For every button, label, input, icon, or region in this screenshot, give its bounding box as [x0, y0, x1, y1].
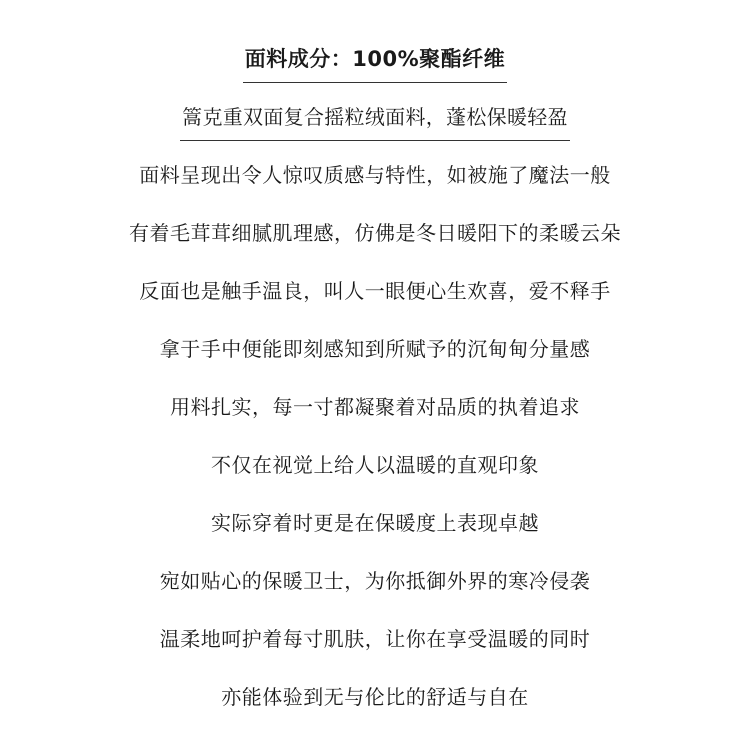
- description-line: 反面也是触手温良，叫人一眼便心生欢喜，爱不释手: [139, 279, 611, 303]
- subtitle-container: [0, 102, 750, 141]
- title-container: [0, 44, 750, 83]
- description-line: 用料扎实，每一寸都凝聚着对品质的执着追求: [170, 395, 580, 419]
- description-line: 拿于手中便能即刻感知到所赋予的沉甸甸分量感: [159, 337, 591, 361]
- description-line: 不仅在视觉上给人以温暖的直观印象: [211, 453, 539, 477]
- description-line: 有着毛茸茸细腻肌理感，仿佛是冬日暖阳下的柔暖云朵: [129, 221, 621, 245]
- description-line: 宛如贴心的保暖卫士，为你抵御外界的寒冷侵袭: [159, 569, 591, 593]
- description-line: 实际穿着时更是在保暖度上表现卓越: [211, 511, 539, 535]
- fabric-subtitle: 篙克重双面复合摇粒绒面料，蓬松保暖轻盈: [180, 102, 570, 141]
- description-line: 面料呈现出令人惊叹质感与特性，如被施了魔法一般: [139, 163, 611, 187]
- description-line: 亦能体验到无与伦比的舒适与自在: [221, 685, 529, 709]
- composition-title: 面料成分：100%聚酯纤维: [243, 44, 507, 83]
- description-body: [0, 158, 750, 738]
- description-line: 温柔地呵护着每寸肌肤，让你在享受温暖的同时: [159, 627, 591, 651]
